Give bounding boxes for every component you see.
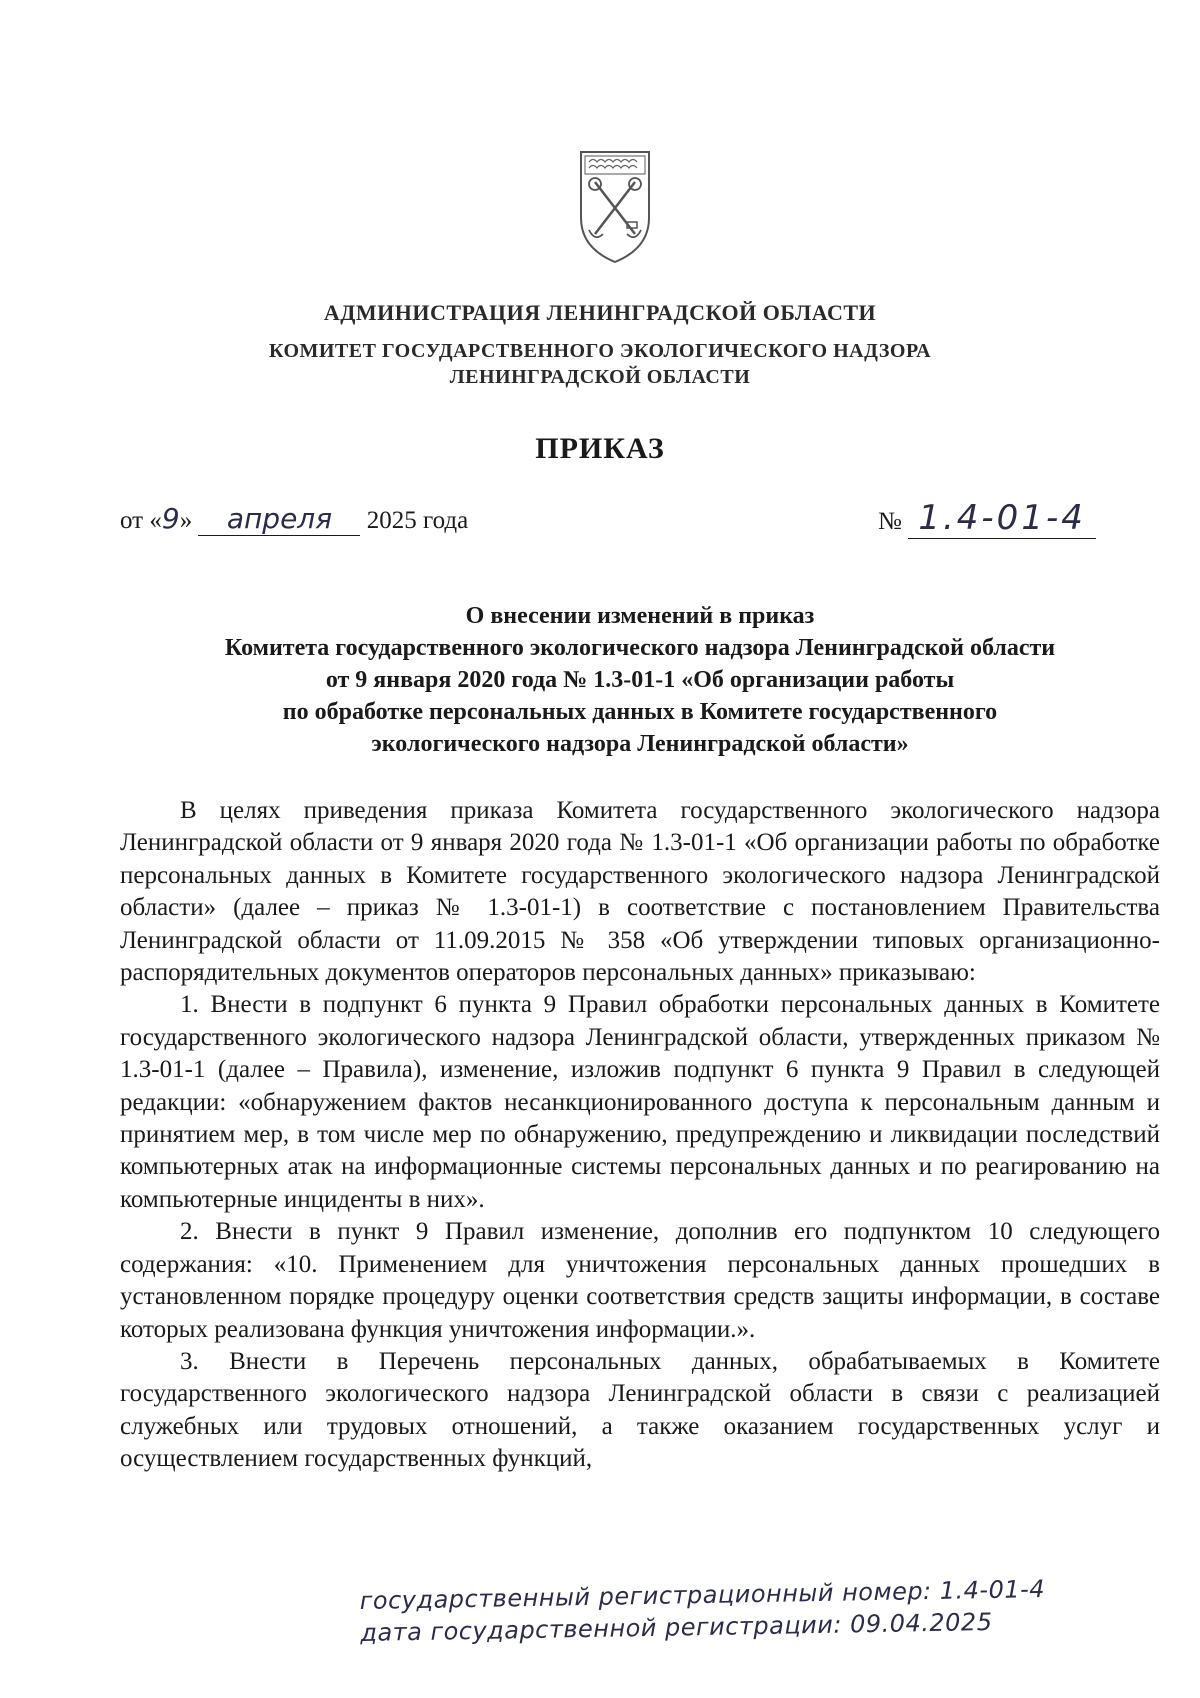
number-value: 1.4-01-4 (918, 498, 1086, 538)
body-paragraph: В целях приведения приказа Комитета государственного экологического надзора Ленинградской области от 9 января 2020 года № 1.3-01-1 «Об организации работы по обработке персональных данных в Комитете государственного экологического надзора Ленинградской области» (далее – приказ № 1.3-01-1) в соответствие с постановлением Правительства Ленинградской области от 11.09.2015 № 358 «Об утверждении типовых организационно-распорядительных документов операторов персональных данных» приказываю: (120, 797, 1160, 987)
title-line: от 9 января 2020 года № 1.3-01-1 «Об организации работы (325, 667, 955, 693)
document-type: ПРИКАЗ (535, 432, 665, 465)
number-prefix: № (878, 508, 902, 535)
registration-number: государственный регистрационный номер: 1.4-01-4 (359, 1575, 1046, 1615)
committee-title-line-2: ЛЕНИНГРАДСКОЙ ОБЛАСТИ (449, 366, 751, 388)
date-mid: » (179, 507, 193, 534)
administration-title: АДМИНИСТРАЦИЯ ЛЕНИНГРАДСКОЙ ОБЛАСТИ (323, 300, 877, 325)
committee-title-line-1: КОМИТЕТ ГОСУДАРСТВЕННОГО ЭКОЛОГИЧЕСКОГО НАДЗОРА (268, 340, 932, 362)
title-line: экологического надзора Ленинградской области» (371, 731, 909, 757)
order-title (120, 600, 1160, 760)
date-day: 9 (161, 502, 180, 535)
title-line: по обработке персональных данных в Комитете государственного (282, 699, 998, 725)
body-paragraph: 3. Внести в Перечень персональных данных, обрабатываемых в Комитете государственного экологического надзора Ленинградской области в связи с реализацией служебных или трудовых отношений, а также оказанием государственных услуг и осуществлением государственных функций, (120, 1347, 1160, 1473)
order-date (120, 502, 468, 536)
date-month: апреля (226, 502, 333, 535)
coat-of-arms-icon (575, 148, 655, 266)
title-line: О внесении изменений в приказ (465, 603, 815, 629)
order-body (120, 795, 1160, 1476)
title-line: Комитета государственного экологического надзора Ленинградской области (224, 635, 1056, 661)
date-prefix: от « (120, 507, 162, 534)
registration-stamp (360, 1571, 1161, 1649)
order-number (878, 498, 1096, 539)
body-paragraph: 1. Внести в подпункт 6 пункта 9 Правил обработки персональных данных в Комитете государственного экологического надзора Ленинградской области, утвержденных приказом № 1.3-01-1 (далее – Правила), изменение, изложив подпункт 6 пункта 9 Правил в следующей редакции: «обнаружением фактов несанкционированного доступа к персональным данным и принятием мер, в том числе мер по обнаружению, предупреждению и ликвидации последствий компьютерных атак на информационные системы персональных данных и по реагированию на компьютерные инциденты в них». (120, 991, 1160, 1213)
body-paragraph: 2. Внести в пункт 9 Правил изменение, дополнив его подпунктом 10 следующего содержания: «10. Применением для уничтожения персональных данных прошедших в установленном порядке процедуру оценки соответствия средств защиты информации, в составе которых реализована функция уничтожения информации.». (120, 1218, 1160, 1343)
date-year: 2025 года (366, 507, 469, 534)
registration-date: дата государственной регистрации: 09.04.2025 (360, 1607, 993, 1647)
